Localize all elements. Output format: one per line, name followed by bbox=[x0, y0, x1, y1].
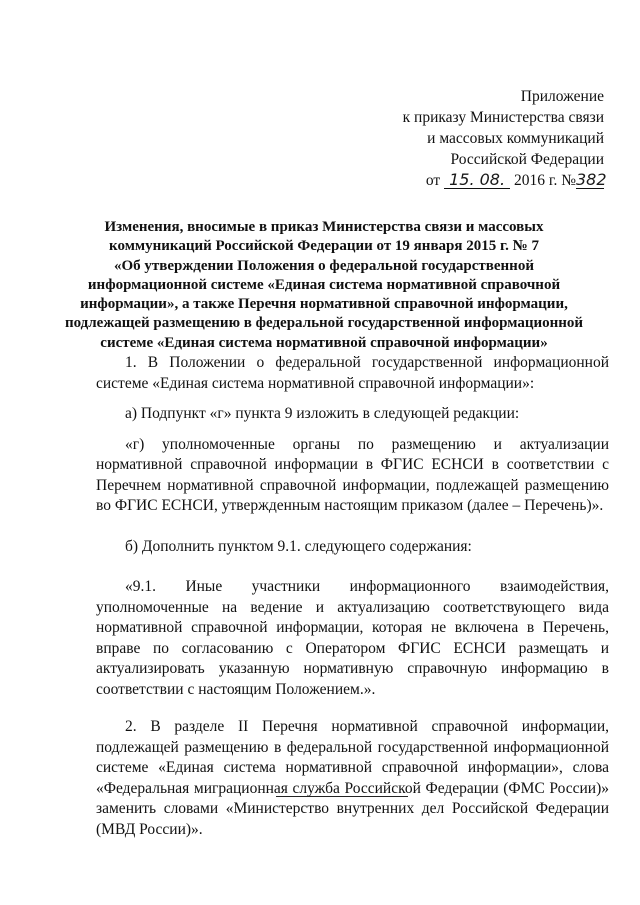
approval-line-3: и массовых коммуникаций bbox=[427, 130, 604, 147]
approval-date-line bbox=[344, 170, 607, 191]
paragraph-3: «г) уполномоченные органы по размещению и актуализации нормативной справочной информации в ФГИС ЕСНСИ в соответствии с Перечнем нормативной справочной информации, подлежащей размещению во ФГИС ЕСНСИ, утвержденным настоящим приказом (далее – Перечень)». bbox=[96, 435, 609, 514]
paragraph-4: б) Дополнить пунктом 9.1. следующего содержания: bbox=[125, 537, 472, 555]
document-body bbox=[96, 353, 609, 840]
paragraph-1: 1. В Положении о федеральной государственной информационной системе «Единая система нормативной справочной информации»: bbox=[96, 354, 609, 392]
title-line-3: «Об утверждении Положения о федеральной государственной bbox=[114, 257, 534, 274]
approval-line-2: к приказу Министерства связи bbox=[402, 109, 604, 126]
title-line-4: информационной системе «Единая система нормативной справочной bbox=[87, 276, 561, 293]
approval-line-4: Российской Федерации bbox=[450, 151, 604, 168]
paragraph-6: 2. В разделе II Перечня нормативной справочной информации, подлежащей размещению в федеральной государственной информационной системе «Единая система нормативной справочной информации», слова «Федеральная миграционная служба Российской Федерации (ФМС России)» заменить словами «Министерство внутренних дел Российской Федерации (МВД России)». bbox=[96, 718, 609, 838]
title-line-6: подлежащей размещению в федеральной государственной информационной bbox=[64, 315, 584, 332]
paragraph-2: а) Подпункт «г» пункта 9 изложить в следующей редакции: bbox=[125, 405, 520, 422]
date-prefix: от bbox=[425, 172, 441, 189]
approval-line-1: Приложение bbox=[520, 88, 604, 105]
title-line-1: Изменения, вносимые в приказ Министерства связи и массовых bbox=[104, 219, 544, 235]
approval-block bbox=[344, 86, 607, 191]
closing-divider bbox=[276, 796, 408, 797]
year-text: 2016 г. № bbox=[513, 172, 576, 189]
document-title bbox=[64, 218, 584, 353]
title-line-5: информации», а также Перечня нормативной справочной информации, bbox=[80, 296, 568, 313]
title-line-7: системе «Единая система нормативной справочной информации» bbox=[100, 334, 548, 351]
paragraph-5: «9.1. Иные участники информационного взаимодействия, уполномоченные на ведение и актуализацию соответствующего вида нормативной справочной информации, которая не включена в Перечень, вправе по согласованию с Оператором ФГИС ЕСНСИ размещать и актуализировать указанную нормативную справочную информацию в соответствии с настоящим Положением.». bbox=[96, 578, 609, 698]
title-line-2: коммуникаций Российской Федерации от 19 января 2015 г. № 7 bbox=[109, 238, 539, 255]
handwritten-date: 15. 08. bbox=[444, 171, 510, 189]
handwritten-number: 382 bbox=[576, 170, 607, 189]
